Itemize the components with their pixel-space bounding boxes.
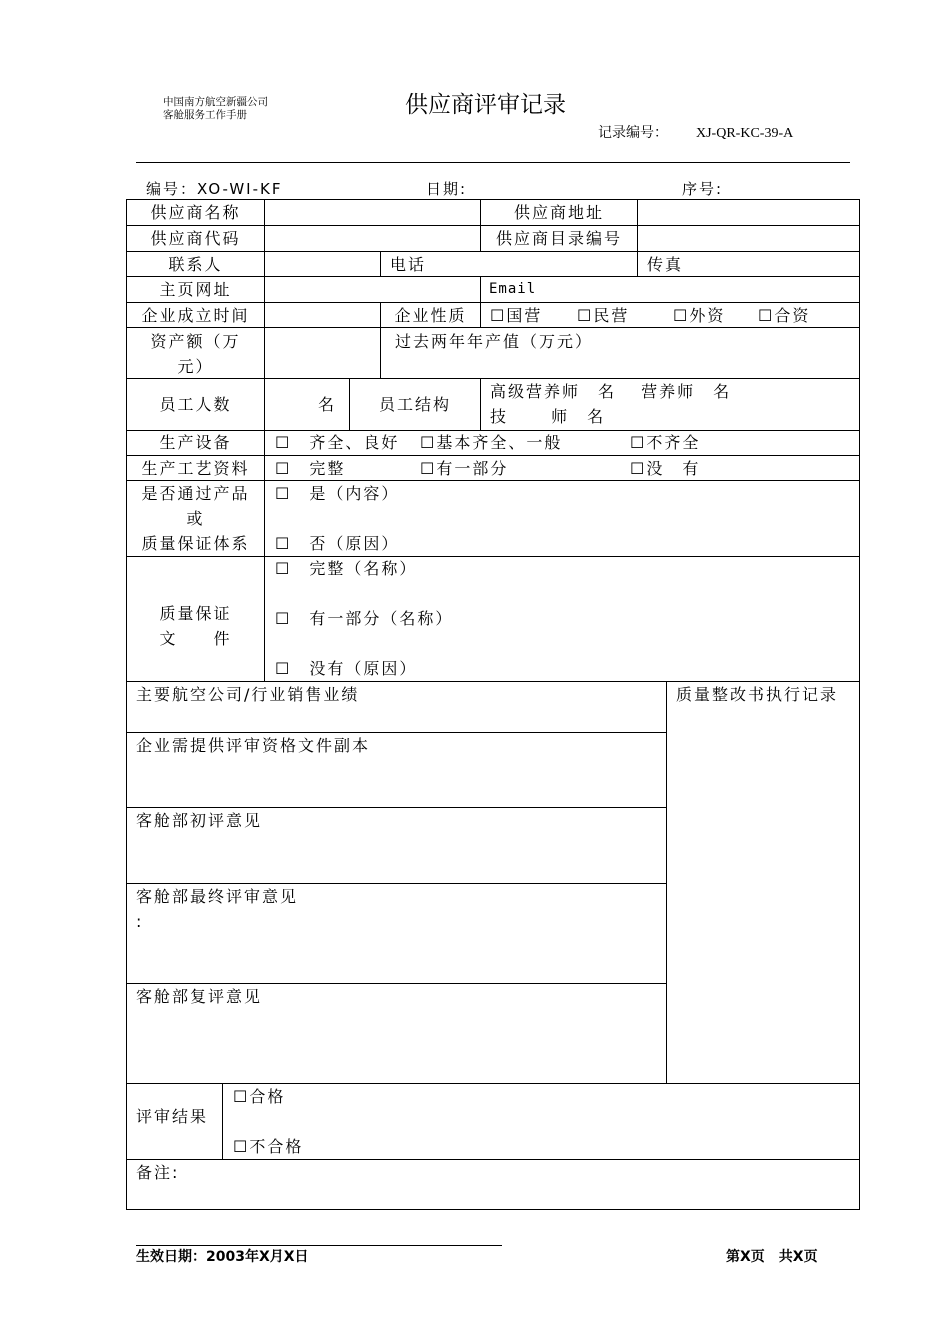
remarks-label: 备注:: [136, 1163, 180, 1182]
qualification-docs-label: 企业需提供评审资格文件副本: [136, 736, 371, 755]
certification-label: [127, 481, 264, 556]
nature-option-joint[interactable]: ☐合资: [758, 306, 811, 325]
grid-line: [480, 302, 481, 327]
structure-line-1: 高级营养师 名 营养师 名: [490, 382, 732, 401]
initial-opinion-label: 客舱部初评意见: [136, 811, 263, 830]
date-label: 日期:: [426, 180, 468, 198]
contact-label: 联系人: [168, 255, 223, 274]
main-customers-label: 主要航空公司/行业销售业绩: [136, 685, 360, 704]
grid-line: [637, 199, 638, 251]
assets-label-line1: 资产额（万: [150, 332, 241, 351]
record-number-label: 记录编号：: [598, 126, 668, 141]
record-number-value: XJ-QR-KC-39-A: [696, 126, 794, 141]
grid-line: [380, 251, 381, 276]
assets-label: [127, 329, 264, 379]
grid-line: [637, 251, 638, 276]
rectification-label: 质量整改书执行记录: [676, 685, 839, 704]
nature-option-foreign[interactable]: ☐外资: [673, 306, 726, 325]
phone-label: 电话: [390, 255, 427, 274]
result-label: 评审结果: [136, 1107, 209, 1126]
qa-partial-option[interactable]: ☐ 有一部分（名称）: [275, 609, 454, 628]
qa-none-option[interactable]: ☐ 没有（原因）: [275, 659, 418, 678]
certification-line1: 是否通过产品: [141, 484, 250, 503]
certification-line3: 质量保证体系: [141, 534, 250, 553]
process-option-partial[interactable]: ☐有一部分: [420, 459, 509, 478]
homepage-label: 主页网址: [159, 280, 232, 299]
grid-line: [380, 327, 381, 378]
grid-line: [480, 276, 481, 302]
grid-line: [264, 556, 265, 681]
page-info: 第X页 共X页: [726, 1249, 818, 1265]
supplier-name-label: 供应商名称: [150, 203, 241, 222]
fax-label: 传真: [647, 255, 684, 274]
result-fail-option[interactable]: ☐不合格: [233, 1137, 304, 1156]
qa-docs-line2: 文 件: [159, 629, 232, 648]
grid-line: [666, 681, 667, 1083]
grid-line: [222, 1083, 223, 1159]
grid-line: [126, 556, 860, 557]
header-divider: [136, 162, 850, 163]
company-line-1: 中国南方航空新疆公司: [163, 96, 268, 108]
cert-no-option[interactable]: ☐ 否（原因）: [275, 534, 400, 553]
grid-line: [264, 199, 265, 556]
final-opinion-colon: :: [136, 912, 144, 931]
code-label: 编号：XO-WI-KF: [146, 180, 283, 198]
equipment-option-basic[interactable]: ☐基本齐全、一般: [420, 433, 563, 452]
process-option-complete[interactable]: ☐ 完整: [275, 459, 346, 478]
equipment-option-incomplete[interactable]: ☐不齐全: [630, 433, 701, 452]
nature-option-private[interactable]: ☐民营: [577, 306, 630, 325]
qa-complete-option[interactable]: ☐ 完整（名称）: [275, 559, 418, 578]
email-label: Email: [489, 281, 537, 297]
output-value-label: 过去两年年产值（万元）: [395, 332, 594, 351]
staff-structure-values: [490, 379, 731, 429]
process-option-none[interactable]: ☐没 有: [630, 459, 701, 478]
equipment-label: 生产设备: [159, 433, 232, 452]
founded-label: 企业成立时间: [141, 306, 250, 325]
grid-line: [480, 378, 481, 430]
certification-line2: 或: [186, 509, 205, 528]
qa-docs-line1: 质量保证: [159, 604, 232, 623]
supplier-address-label: 供应商地址: [513, 203, 604, 222]
nature-option-state[interactable]: ☐国营: [490, 306, 543, 325]
effective-date: 生效日期：2003年X月X日: [136, 1249, 309, 1265]
structure-line-2: 技 师 名: [490, 407, 606, 426]
result-pass-option[interactable]: ☐合格: [233, 1087, 286, 1106]
employees-unit: 名: [318, 395, 337, 414]
page-title: 供应商评审记录: [405, 92, 566, 118]
employees-label: 员工人数: [159, 395, 232, 414]
supplier-code-label: 供应商代码: [150, 229, 241, 248]
grid-line: [126, 1209, 860, 1210]
supplier-catalog-label: 供应商目录编号: [495, 229, 622, 248]
grid-line: [859, 199, 860, 1210]
cert-yes-option[interactable]: ☐ 是（内容）: [275, 484, 400, 503]
re-opinion-label: 客舱部复评意见: [136, 987, 263, 1006]
final-opinion-label: 客舱部最终评审意见: [136, 887, 299, 906]
record-number: [598, 122, 793, 142]
assets-label-line2: 元）: [177, 357, 214, 376]
process-docs-label: 生产工艺资料: [141, 459, 250, 478]
equipment-option-complete[interactable]: ☐ 齐全、良好: [275, 433, 400, 452]
qa-docs-label: [127, 601, 264, 651]
staff-structure-label: 员工结构: [378, 395, 451, 414]
grid-line: [126, 1159, 860, 1160]
company-line-2: 客舱服务工作手册: [163, 109, 247, 121]
seq-label: 序号:: [682, 180, 724, 198]
company-name: [163, 96, 268, 122]
nature-label: 企业性质: [394, 306, 467, 325]
